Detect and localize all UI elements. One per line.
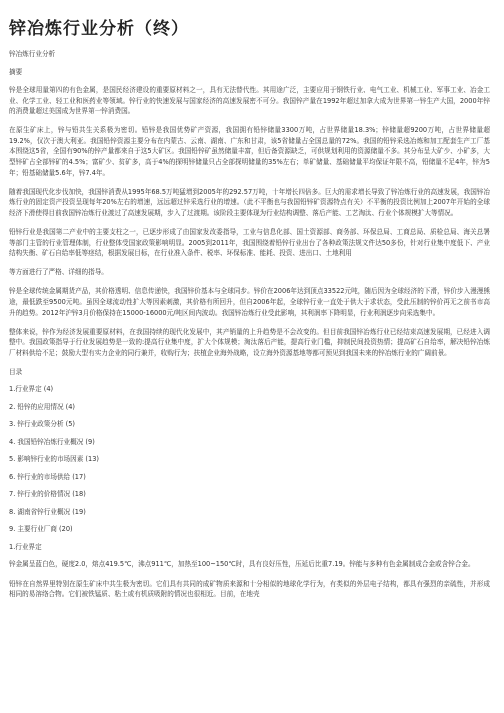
toc-item: 1.行业界定 (4) bbox=[9, 385, 54, 394]
toc-item: 7. 锌行业的价格情况 (18) bbox=[9, 490, 86, 499]
abstract-paragraph: 锌是全球用量第四的有色金属，是国民经济建设的重要原材料之一，具有无法替代性。其用途广泛，主要应用于钢铁行业、电气工业、机械工业、军事工业、冶金工业、化学工业、轻工业和医药业等领域。锌行业的快速发展与国家经济的高速发展密不可分。我国锌产量在1992年超过加拿大成为世界第一锌生产大国，2000年锌的消费量超过美国成为世界第一锌消费国。 bbox=[9, 86, 490, 116]
section-paragraph: 锌金属呈蓝白色，硬度2.0，熔点419.5℃，沸点911℃，加热至100~150℃时，具有良好压性，压延后比重7.19。锌能与多种有色金属制成合金或含锌合金。 bbox=[9, 560, 475, 569]
toc-item: 8. 湖南省锌行业概况 (19) bbox=[9, 507, 86, 516]
abstract-paragraph: 整体来说，锌作为经济发展重要原材料，在我国持续的现代化发展中，其产销量的上升趋势是不会改变的。但目前我国锌冶炼行业已经结束高速发展期，已经进入调整中。我国政策指导于行业发展趋势是一致的:提高行业集中度，扩大个体规模；淘汰落后产能，提高行业门槛，抑制民间投资热情；提高矿石自给率，解决铅锌冶炼厂材料供给不足；鼓励大型有实力企业的同行兼并，收购行为；扶植企业海外战略，设立海外资源基地等都可预见到我国未来的锌冶炼行业的广阔前景。 bbox=[9, 327, 490, 357]
document-subtitle: 锌冶炼行业分析 bbox=[9, 50, 56, 58]
toc-item: 6. 锌行业的市场供给 (17) bbox=[9, 472, 86, 481]
abstract-paragraph: 铅锌行业是我国第二产业中的主要支柱之一，已逐步形成了由国家发改委指导，工业与信息化部、国土资源部、商务部、环保总局、工商总局、质检总局、海关总署等部门主管的行业管理体制，行业整体受国家政策影响明显。2005到2011年，我国围绕着铅锌行业出台了各种政策法规文件达50多份，针对行业集中度低下、产业结构失衡、矿石自给率低等痉结，根据发展目标，在行业准入条件、税率、环保标准、能耗、投资、进出口、土地利用 bbox=[9, 228, 490, 258]
abstract-paragraph: 锌是全球传统金属期货产品，其价格透明、信息传递快，我国锌价基本与全球同步。锌价在2006年达到顶点33522元吨，随后因为全球经济的下滑，锌价步入漫漫熊途，最低跌至9500元吨。虽因全球流动性扩大等因素刺激，其价格有所回升，但自2006年起，全球锌行业一直处于供大于求状态，受此压制的锌价再无之前书市高升的趋势。2012年沪锌3月价格保持在15000-16000元/吨区间内波动。我国锌冶炼行业受此影响，其利润率下降明显，行业利润逐步向采选集中。 bbox=[9, 287, 490, 317]
toc-item: 4. 我国铅锌冶炼行业概况 (9) bbox=[9, 437, 95, 446]
abstract-paragraph: 在原生矿床上，锌与铅共生关系极为密切。铅锌是我国优势矿产资源，我国拥有铅锌储量3300万吨，占世界储量18.3%；锌储量超9200万吨，占世界储量超19.2%，仅次于澳大利亚。我国铅锌资源主要分布在内蒙古、云南、湖南、广东和甘肃，该5省储量占全国总量的72%。我国的铅锌采选冶炼和加工配套生产工厂基本围绕这5省，全国有90%的锌产量都来自于这5大矿区。我国铅锌矿虽然储量丰富，但后备资源缺乏，可供规划利用的资源储量不多。其分布呈大矿少、小矿多，大型锌矿占全部锌矿的4.5%；富矿少、贫矿多，高于4%的探明锌储量只占全部探明储量的35%左右；单矿储量、基础储量平均保证年限不高，铅储量不足4年，锌为5年；铅基础储量5.6年，锌7.4年。 bbox=[9, 126, 490, 177]
abstract-paragraph: 等方面进行了严格、详细的指导。 bbox=[9, 268, 108, 277]
toc-item: 2. 铅锌的应用情况 (4) bbox=[9, 402, 75, 411]
toc-item: 5. 影响锌行业的市场因素 (13) bbox=[9, 455, 99, 464]
abstract-paragraph: 随着我国现代化步伐加快，我国锌消费从1995年68.5万吨猛增到2005年的292.57万吨，十年增长四倍多。巨大的需求增长导致了锌冶炼行业的高速发展，我国锌冶炼行业的固定资产投资呈现每年20%左右的增速，远远超过锌采选行业的增速。（此不平衡也与我国铅锌矿资源特点有关）不平衡的投资比例加上2007年开始的全球经济下滑使得目前我国锌冶炼行业渡过了高速发展期，步入了过渡期。该阶段主要体现为行业结构调整、落后产能、工艺淘汰、行业个体规模扩大等情况。 bbox=[9, 187, 490, 217]
toc-item: 9. 主要行业厂商 (20) bbox=[9, 525, 73, 534]
section-paragraph: 铅锌在自然界里特别在原生矿床中共生极为密切。它们具有共同的成矿物质来源和十分相似的地球化学行为，有类似的外层电子结构，都具有强烈的亲硫性，并形成相同的易溶络合物。它们被铁锰质、粘土或有机质吸附的情况也很相近。目前，在地壳 bbox=[9, 579, 490, 599]
document-title: 锌冶炼行业分析（终） bbox=[9, 19, 189, 39]
section-heading: 1.行业界定 bbox=[9, 542, 42, 551]
toc-heading: 目录 bbox=[9, 367, 23, 376]
toc-item: 3. 锌行业政策分析 (5) bbox=[9, 420, 75, 429]
abstract-heading: 摘要 bbox=[9, 68, 23, 76]
